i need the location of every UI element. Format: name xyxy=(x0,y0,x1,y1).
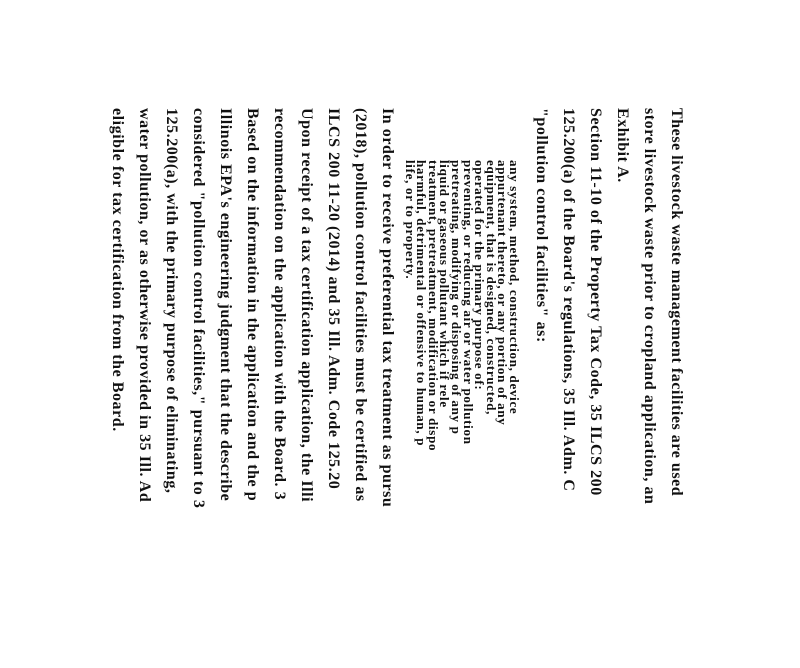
text-line: (2018), pollution control facilities must be certified as xyxy=(352,108,370,502)
text-line: "pollution control facilities" as: xyxy=(533,108,550,343)
text-line: eligible for tax certification from the Board. xyxy=(109,108,127,432)
quote-line: treatment, pretreatment, modification or dispo xyxy=(425,160,441,452)
body-paragraph xyxy=(100,108,397,668)
text-line: In order to receive preferential tax treatment as pursu xyxy=(379,108,397,508)
text-line: 125.200(a) of the Board's regulations, 35 Ill. Adm. C xyxy=(560,108,577,492)
intro-paragraph xyxy=(605,108,686,668)
text-line: Exhibit A. xyxy=(614,108,631,183)
text-line: Illinois EPA's engineering judgment that the describe xyxy=(217,108,235,502)
rotated-page-text xyxy=(100,108,686,668)
text-line: Based on the information in the application and the p xyxy=(244,108,262,502)
quote-line: operated for the primary purpose of: xyxy=(472,160,488,391)
text-line: ILCS 200 11-20 (2014) and 35 Ill. Adm. Code 125.20 xyxy=(325,108,343,490)
quote-line: preventing, or reducing air or water pollution xyxy=(460,160,476,445)
text-line: Upon receipt of a tax certification application, the Illi xyxy=(298,108,316,503)
text-line: recommendation on the application with the Board. 3 xyxy=(271,108,289,501)
block-quote xyxy=(404,108,520,668)
section-paragraph xyxy=(524,108,605,668)
quote-line: any system, method, construction, device xyxy=(507,160,522,415)
quote-line: equipment, that is designed, constructed, xyxy=(483,160,499,416)
quote-line: life, or to property. xyxy=(402,160,418,280)
text-line: water pollution, or as otherwise provided in 35 Ill. Ad xyxy=(136,108,154,503)
text-line: store livestock waste prior to cropland application, an xyxy=(641,108,658,505)
text-line: 125.200(a), with the primary purpose of eliminating, xyxy=(163,108,181,494)
text-line: Section 11-10 of the Property Tax Code, 35 ILCS 200 xyxy=(587,108,604,496)
quote-line: appurtenant thereto, or any portion of any xyxy=(495,160,511,426)
quote-line: harmful, detrimental or offensive to human, p xyxy=(414,160,430,447)
text-line: considered "pollution control facilities," pursuant to 3 xyxy=(190,108,208,509)
text-line: These livestock waste management facilities are used xyxy=(668,108,685,497)
quote-line: pretreating, modifying or disposing of any p xyxy=(449,160,465,435)
quote-line: liquid or gaseous pollutant which if rele xyxy=(437,160,453,408)
